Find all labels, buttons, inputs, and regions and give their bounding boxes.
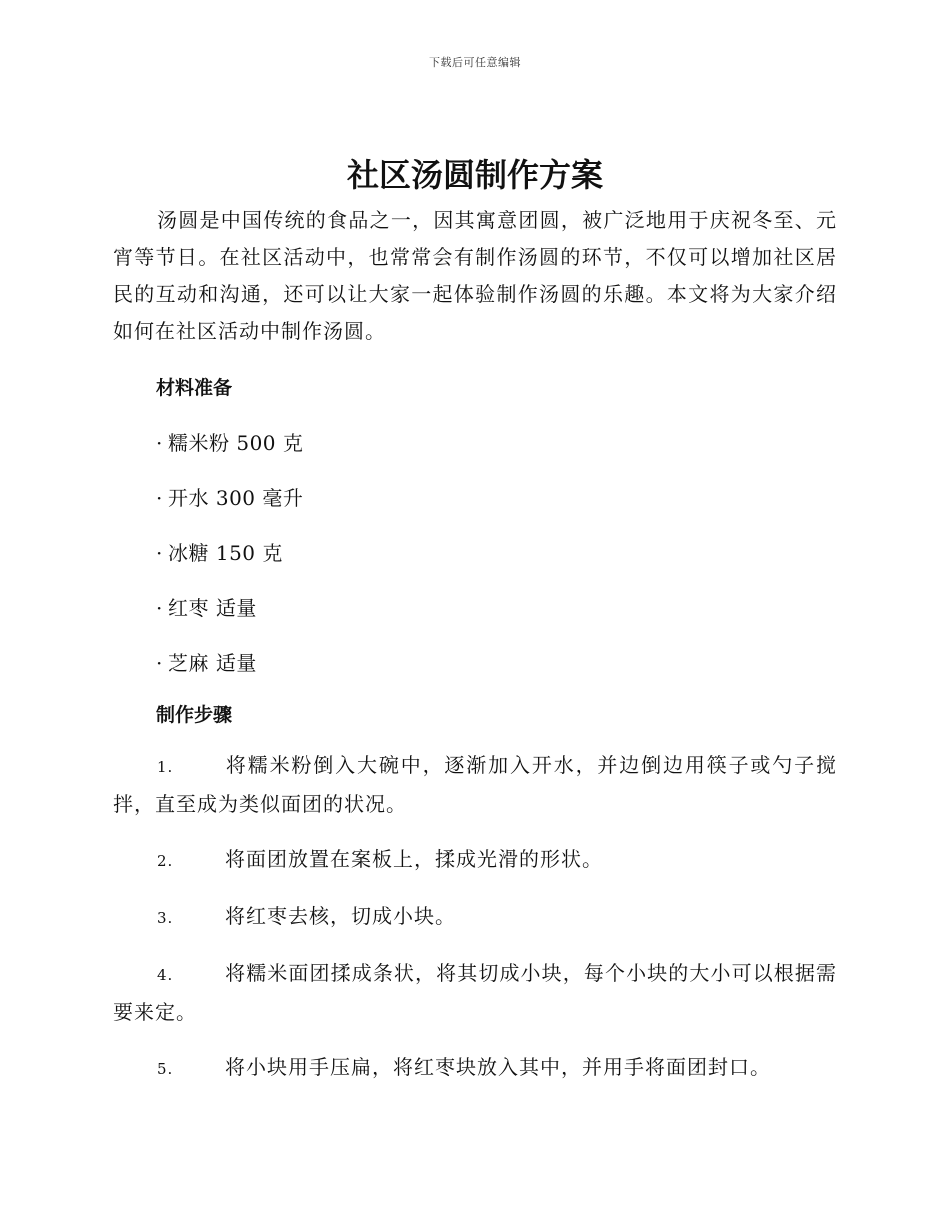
step-number: 3. bbox=[157, 909, 174, 927]
step-text: 将糯米粉倒入大碗中，逐渐加入开水，并边倒边用筷子或勺子搅拌，直至成为类似面团的状况。 bbox=[113, 753, 837, 816]
step-text: 将面团放置在案板上，揉成光滑的形状。 bbox=[225, 847, 603, 871]
step-number: 5. bbox=[157, 1060, 174, 1078]
header-note: 下载后可任意编辑 bbox=[429, 56, 521, 69]
document-body bbox=[113, 202, 837, 1088]
step-text: 将红枣去核，切成小块。 bbox=[225, 904, 456, 928]
steps-list bbox=[113, 747, 837, 1088]
bullet-mark: · bbox=[156, 596, 163, 620]
bullet-mark: · bbox=[156, 431, 163, 455]
bullet-mark: · bbox=[156, 541, 163, 565]
material-text: 开水 300 毫升 bbox=[168, 486, 304, 510]
material-item bbox=[113, 539, 837, 567]
step-item bbox=[113, 841, 837, 880]
step-number: 1. bbox=[157, 758, 174, 776]
material-text: 红枣 适量 bbox=[168, 596, 257, 620]
step-number: 4. bbox=[157, 966, 174, 984]
bullet-mark: · bbox=[156, 651, 163, 675]
step-item bbox=[113, 1049, 837, 1088]
document-title: 社区汤圆制作方案 bbox=[346, 156, 603, 194]
step-item bbox=[113, 747, 837, 823]
intro-paragraph: 汤圆是中国传统的食品之一，因其寓意团圆，被广泛地用于庆祝冬至、元宵等节日。在社区活动中，也常常会有制作汤圆的环节，不仅可以增加社区居民的互动和沟通，还可以让大家一起体验制作汤圆的乐趣。本文将为大家介绍如何在社区活动中制作汤圆。 bbox=[113, 208, 837, 343]
material-text: 糯米粉 500 克 bbox=[168, 431, 304, 455]
material-item bbox=[113, 429, 837, 457]
steps-heading: 制作步骤 bbox=[156, 704, 233, 726]
bullet-mark: · bbox=[156, 486, 163, 510]
materials-list bbox=[113, 429, 837, 677]
material-text: 冰糖 150 克 bbox=[168, 541, 283, 565]
step-number: 2. bbox=[157, 852, 174, 870]
step-item bbox=[113, 898, 837, 937]
material-item bbox=[113, 649, 837, 677]
material-text: 芝麻 适量 bbox=[168, 651, 257, 675]
materials-heading: 材料准备 bbox=[156, 377, 233, 399]
step-text: 将小块用手压扁，将红枣块放入其中，并用手将面团封口。 bbox=[225, 1055, 771, 1079]
step-text: 将糯米面团揉成条状，将其切成小块，每个小块的大小可以根据需要来定。 bbox=[113, 961, 837, 1024]
material-item bbox=[113, 484, 837, 512]
step-item bbox=[113, 955, 837, 1031]
material-item bbox=[113, 594, 837, 622]
